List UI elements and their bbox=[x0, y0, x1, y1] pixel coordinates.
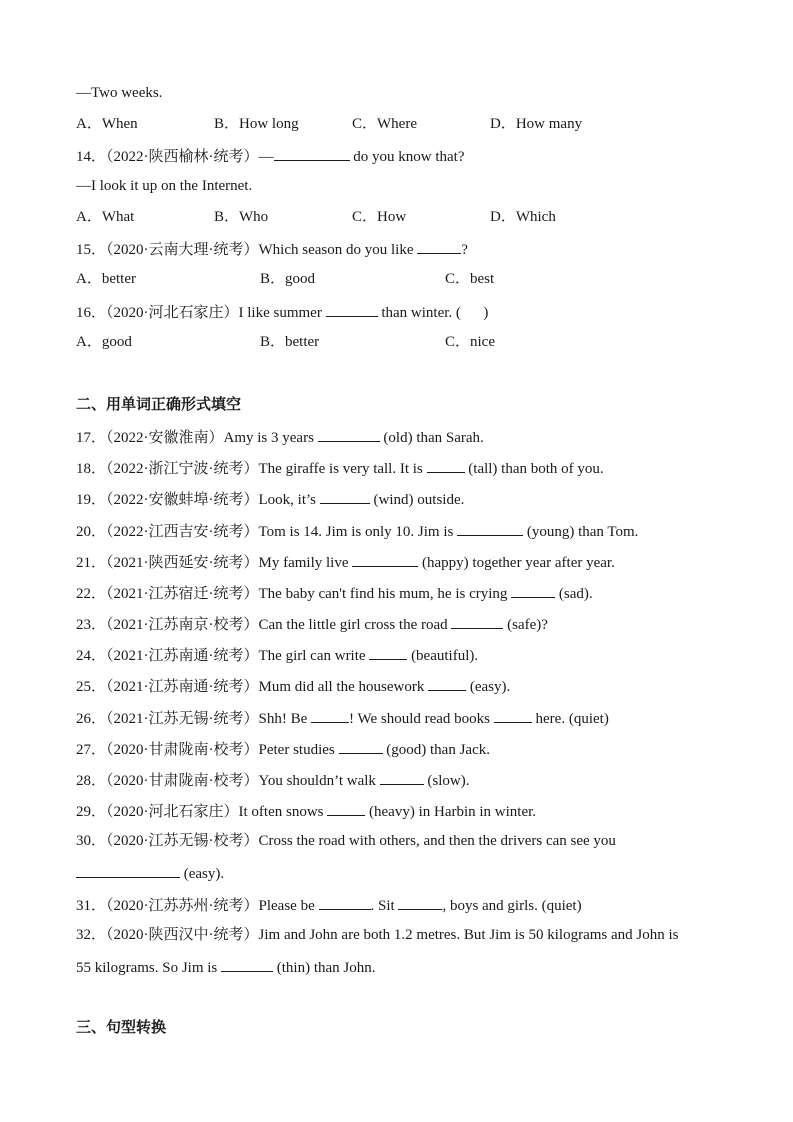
question-text: Which season do you like bbox=[258, 242, 418, 258]
question-number: 31． bbox=[76, 898, 107, 914]
question-text: The giraffe is very tall. It is bbox=[258, 461, 427, 477]
answer-blank bbox=[352, 552, 418, 567]
question-text: Jim and John are both 1.2 metres. But Jim is 50 kilograms and John is bbox=[258, 927, 679, 943]
question-source: （2022·浙江宁波·统考） bbox=[106, 461, 259, 477]
fill-question bbox=[76, 739, 490, 759]
question-text: here. (quiet) bbox=[531, 711, 609, 727]
question-source: （2022·陕西榆林·统考） bbox=[106, 149, 259, 165]
question-text: The girl can write bbox=[258, 648, 370, 664]
fill-question bbox=[76, 676, 510, 696]
q13-option-d: D．How many bbox=[490, 116, 583, 132]
question-text: — bbox=[258, 149, 274, 165]
fill-question bbox=[76, 489, 464, 509]
q15-option-c: C．best bbox=[445, 271, 495, 287]
answer-blank bbox=[369, 645, 407, 660]
question-source: （2022·安徽蚌埠·统考） bbox=[106, 492, 259, 508]
fill-question bbox=[76, 552, 615, 572]
fill-question bbox=[76, 770, 469, 790]
question-number: 28． bbox=[76, 773, 107, 789]
question-number: 22． bbox=[76, 586, 107, 602]
question-text: You shouldn’t walk bbox=[258, 773, 380, 789]
question-source: （2021·陕西延安·统考） bbox=[106, 555, 259, 571]
q14-answer-line: —I look it up on the Internet. bbox=[76, 178, 253, 194]
question-number: 16． bbox=[76, 305, 107, 321]
question-text: ? bbox=[461, 242, 468, 258]
fill-question bbox=[76, 521, 638, 541]
question-text: I like summer bbox=[238, 305, 326, 321]
question-source: （2020·江苏无锡·校考） bbox=[106, 833, 259, 849]
answer-blank bbox=[319, 895, 371, 910]
question-number: 14． bbox=[76, 149, 107, 165]
question-source: （2020·云南大理·统考） bbox=[106, 242, 259, 258]
answer-blank bbox=[221, 957, 273, 972]
question-number: 23． bbox=[76, 617, 107, 633]
question-number: 32． bbox=[76, 927, 107, 943]
answer-blank bbox=[320, 489, 370, 504]
question-number: 29． bbox=[76, 804, 107, 820]
question-source: （2020·陕西汉中·统考） bbox=[106, 927, 259, 943]
q16-option-c: C．nice bbox=[445, 334, 495, 350]
question-text: Please be bbox=[258, 898, 319, 914]
question-text: The baby can't find his mum, he is crying bbox=[258, 586, 512, 602]
q14-options bbox=[76, 208, 736, 226]
question-source: （2021·江苏南通·统考） bbox=[106, 648, 259, 664]
q16-question bbox=[76, 302, 488, 322]
question-source: （2021·江苏南通·统考） bbox=[106, 679, 259, 695]
question-number: 26． bbox=[76, 711, 107, 727]
question-text: (tall) than both of you. bbox=[464, 461, 604, 477]
q15-option-a: A．better bbox=[76, 271, 136, 287]
question-source: （2021·江苏无锡·统考） bbox=[106, 711, 259, 727]
answer-blank bbox=[380, 770, 424, 785]
question-text: (beautiful). bbox=[407, 648, 479, 664]
q14-option-a: A．What bbox=[76, 209, 135, 225]
answer-blank bbox=[318, 427, 380, 442]
q16-options bbox=[76, 333, 736, 351]
question-source: （2022·江西吉安·统考） bbox=[106, 524, 259, 540]
answer-blank bbox=[398, 895, 442, 910]
question-number: 18． bbox=[76, 461, 107, 477]
question-text: (good) than Jack. bbox=[382, 742, 490, 758]
question-number: 30． bbox=[76, 833, 107, 849]
question-text: (thin) than John. bbox=[273, 960, 376, 976]
question-text: (old) than Sarah. bbox=[379, 430, 484, 446]
question-number: 25． bbox=[76, 679, 107, 695]
question-text: It often snows bbox=[238, 804, 328, 820]
question-source: （2020·江苏苏州·统考） bbox=[106, 898, 259, 914]
question-source: （2020·河北石家庄） bbox=[106, 804, 239, 820]
fill-question bbox=[76, 708, 609, 728]
question-number: 19． bbox=[76, 492, 107, 508]
question-text: do you know that? bbox=[349, 149, 465, 165]
fill-question-continuation bbox=[76, 957, 376, 977]
question-text: Peter studies bbox=[258, 742, 339, 758]
fill-question bbox=[76, 645, 478, 665]
section-2-heading: 二、用单词正确形式填空 bbox=[76, 395, 242, 413]
question-source: （2022·安徽淮南） bbox=[106, 430, 224, 446]
question-number: 21． bbox=[76, 555, 107, 571]
answer-blank bbox=[326, 302, 378, 317]
fill-question bbox=[76, 614, 548, 634]
question-number: 20． bbox=[76, 524, 107, 540]
question-source: （2021·江苏宿迁·统考） bbox=[106, 586, 259, 602]
section-3-heading: 三、句型转换 bbox=[76, 1018, 167, 1036]
answer-blank bbox=[417, 239, 461, 254]
question-text: My family live bbox=[258, 555, 353, 571]
answer-blank bbox=[339, 739, 383, 754]
question-text: (wind) outside. bbox=[369, 492, 465, 508]
answer-blank bbox=[511, 583, 555, 598]
fill-question bbox=[76, 832, 616, 850]
q15-question bbox=[76, 239, 468, 259]
question-text: Amy is 3 years bbox=[223, 430, 318, 446]
question-text: . Sit bbox=[370, 898, 399, 914]
q13-answer-line: —Two weeks. bbox=[76, 85, 163, 101]
q16-option-b: B．better bbox=[260, 334, 320, 350]
question-number: 24． bbox=[76, 648, 107, 664]
question-text: (happy) together year after year. bbox=[418, 555, 615, 571]
fill-question bbox=[76, 926, 679, 944]
question-text: Can the little girl cross the road bbox=[258, 617, 452, 633]
question-text: 55 kilograms. So Jim is bbox=[76, 960, 222, 976]
question-source: （2021·江苏南京·校考） bbox=[106, 617, 259, 633]
fill-question-continuation bbox=[76, 863, 224, 883]
fill-question bbox=[76, 458, 604, 478]
question-text: (sad). bbox=[555, 586, 593, 602]
question-text: Cross the road with others, and then the drivers can see you bbox=[258, 833, 616, 849]
question-text: (easy). bbox=[466, 679, 511, 695]
question-text: (easy). bbox=[180, 866, 225, 882]
question-number: 17． bbox=[76, 430, 107, 446]
answer-blank bbox=[274, 146, 350, 161]
answer-blank bbox=[451, 614, 503, 629]
question-text: (heavy) in Harbin in winter. bbox=[365, 804, 537, 820]
fill-question bbox=[76, 895, 582, 915]
question-source: （2020·河北石家庄） bbox=[106, 305, 239, 321]
answer-blank bbox=[457, 521, 523, 536]
q13-option-a: A．When bbox=[76, 116, 138, 132]
q13-option-b: B．How long bbox=[214, 116, 299, 132]
fill-question bbox=[76, 801, 536, 821]
fill-question bbox=[76, 583, 593, 603]
question-text: (slow). bbox=[423, 773, 470, 789]
answer-blank bbox=[427, 458, 465, 473]
question-number: 27． bbox=[76, 742, 107, 758]
answer-blank bbox=[494, 708, 532, 723]
q15-options bbox=[76, 270, 736, 288]
q13-options bbox=[76, 115, 736, 133]
question-source: （2020·甘肃陇南·校考） bbox=[106, 742, 259, 758]
answer-blank bbox=[327, 801, 365, 816]
q14-question bbox=[76, 146, 465, 166]
question-text: ! We should read books bbox=[349, 711, 494, 727]
answer-blank bbox=[311, 708, 349, 723]
question-text: than winter. ( ) bbox=[377, 305, 489, 321]
answer-blank bbox=[428, 676, 466, 691]
q16-option-a: A．good bbox=[76, 334, 132, 350]
question-source: （2020·甘肃陇南·校考） bbox=[106, 773, 259, 789]
q14-option-b: B．Who bbox=[214, 209, 269, 225]
question-text: Shh! Be bbox=[258, 711, 312, 727]
answer-blank bbox=[76, 863, 180, 878]
q14-option-d: D．Which bbox=[490, 209, 556, 225]
question-text: Mum did all the housework bbox=[258, 679, 429, 695]
question-text: Tom is 14. Jim is only 10. Jim is bbox=[258, 524, 458, 540]
fill-question bbox=[76, 427, 484, 447]
question-number: 15． bbox=[76, 242, 107, 258]
question-text: (young) than Tom. bbox=[523, 524, 639, 540]
question-text: (safe)? bbox=[503, 617, 548, 633]
question-text: , boys and girls. (quiet) bbox=[442, 898, 582, 914]
q15-option-b: B．good bbox=[260, 271, 316, 287]
q13-option-c: C．Where bbox=[352, 116, 417, 132]
question-text: Look, it’s bbox=[258, 492, 320, 508]
q14-option-c: C．How bbox=[352, 209, 407, 225]
